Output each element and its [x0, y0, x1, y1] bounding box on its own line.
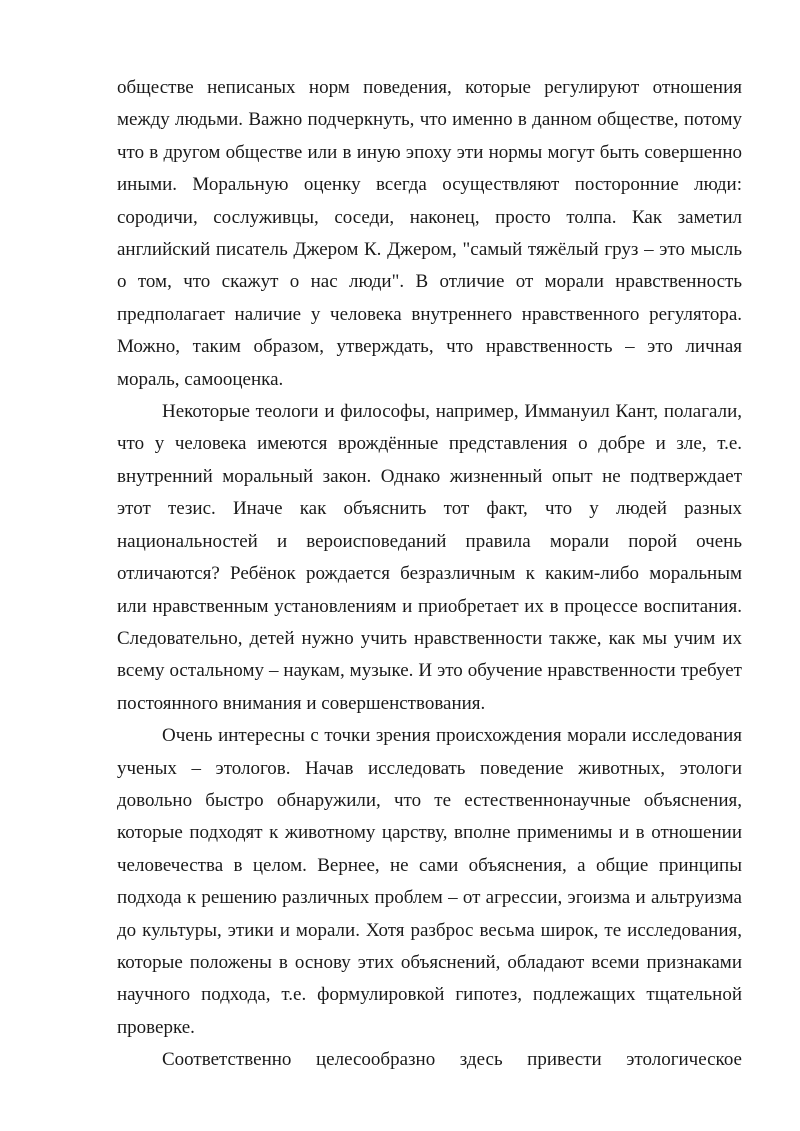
- paragraph-continuation: обществе неписаных норм поведения, которые регулируют отношения между людьми. Важно подчеркнуть, что именно в данном обществе, потому что в другом обществе или в иную эпоху эти нормы могут быть совершенно иными. Моральную оценку всегда осуществляют посторонние люди: сородичи, сослуживцы, соседи, наконец, просто толпа. Как заметил английский писатель Джером К. Джером, "самый тяжёлый груз – это мысль о том, что скажут о нас люди". В отличие от морали нравственность предполагает наличие у человека внутреннего нравственного регулятора. Можно, таким образом, утверждать, что нравственность – это личная мораль, самооценка.: [117, 77, 742, 390]
- paragraph-ethologists: Очень интересны с точки зрения происхождения морали исследования ученых – этологов. Начав исследовать поведение животных, этологи довольно быстро обнаружили, что те естественнонаучные объяснения, которые подходят к животному царству, вполне применимы и в отношении человечества в целом. Вернее, не сами объяснения, а общие принципы подхода к решению различных проблем – от агрессии, эгоизма и альтруизма до культуры, этики и морали. Хотя разброс весьма широк, те исследования, которые положены в основу этих объяснений, обладают всеми признаками научного подхода, т.е. формулировкой гипотез, подлежащих тщательной проверке.: [117, 725, 742, 1038]
- document-body: [117, 72, 742, 1077]
- paragraph-kant: Некоторые теологи и философы, например, Иммануил Кант, полагали, что у человека имеются врождённые представления о добре и зле, т.е. внутренний моральный закон. Однако жизненный опыт не подтверждает этот тезис. Иначе как объяснить тот факт, что у людей разных национальностей и вероисповеданий правила морали порой очень отличаются? Ребёнок рождается безразличным к каким-либо моральным или нравственным установлениям и приобретает их в процессе воспитания. Следовательно, детей нужно учить нравственности также, как мы учим их всему остальному – наукам, музыке. И это обучение нравственности требует постоянного внимания и совершенствования.: [117, 401, 742, 714]
- paragraph-trailing: Соответственно целесообразно здесь привести этологическое: [162, 1049, 742, 1071]
